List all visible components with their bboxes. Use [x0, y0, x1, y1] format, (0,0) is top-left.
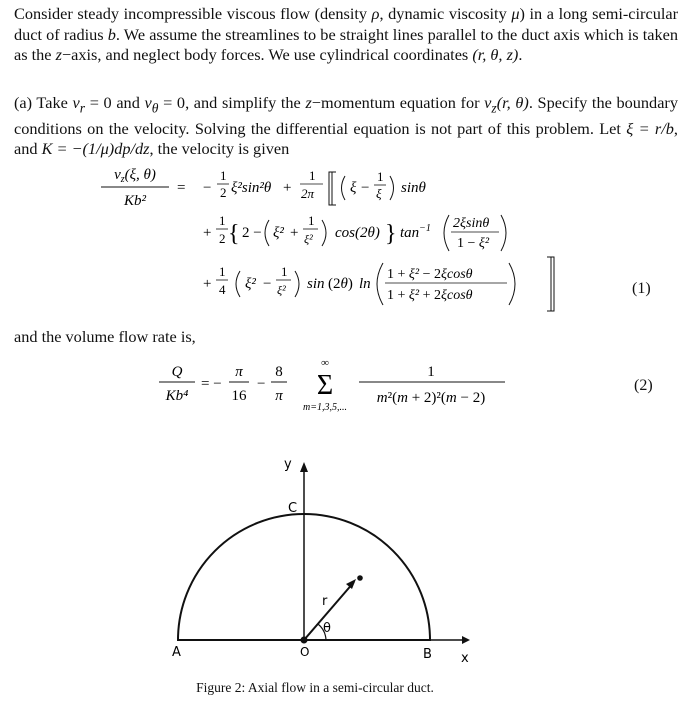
point-c-label: C: [288, 501, 298, 516]
y-axis-label: y: [284, 457, 292, 472]
svg-text:1: 1: [281, 264, 288, 279]
svg-text:ln: ln: [359, 276, 371, 292]
point-a-label: A: [172, 645, 181, 660]
semicircular-duct-figure: [150, 450, 490, 670]
svg-text:2 −: 2 −: [242, 225, 262, 241]
svg-text:m=1,3,5,...: m=1,3,5,...: [303, 402, 347, 413]
svg-text:ξ²: ξ²: [277, 283, 286, 297]
svg-text:vz(ξ, θ): $v_z(\xi$, θ): [114, 167, 156, 185]
theta-label: θ: [323, 621, 331, 636]
svg-text:−: −: [257, 376, 266, 392]
x-axis-arrowhead: [462, 636, 470, 644]
svg-text:1: 1: [219, 213, 226, 228]
svg-text:16: 16: [231, 388, 247, 404]
svg-text:ξ: ξ: [350, 180, 357, 196]
svg-text:4: 4: [219, 282, 226, 297]
svg-text:−: −: [361, 180, 370, 196]
x-axis-label: x: [461, 651, 469, 666]
radius-point: [357, 575, 363, 581]
svg-text:−: −: [203, 180, 212, 196]
svg-text:Σ: Σ: [316, 370, 334, 401]
y-axis-arrowhead: [300, 462, 308, 472]
svg-text:8: 8: [275, 364, 283, 380]
svg-text:(2θ): (2θ): [328, 276, 353, 292]
part-a-paragraph: (a) Take $v_r = 0$ and $v_\theta = 0$, and simplify the z−momentum equation for $v_z(r$, θ). Specify the boundary conditions on the velocity. Solving the differential equation is not part of this problem. Let ξ = r/b, and K = −(1/μ)dp/dz, the velocity is given: [14, 93, 678, 159]
svg-text:2ξsinθ: 2ξsinθ: [453, 216, 490, 231]
intro-paragraph: Consider steady incompressible viscous flow (density ρ, dynamic viscosity μ) in a long semi-circular duct of radius b. We assume the streamlines to be straight lines parallel to the duct axis which is taken as the z−axis, and neglect body forces. We use cylindrical coordinates (r, θ, z).: [14, 4, 679, 64]
equation-1-number: (1): [632, 280, 651, 297]
svg-text:+: +: [203, 225, 212, 241]
svg-text:cos(2θ): cos(2θ): [335, 225, 380, 241]
flow-rate-text: and the volume flow rate is,: [14, 327, 196, 346]
svg-text:1: 1: [377, 169, 384, 184]
svg-text:1: 1: [308, 213, 315, 228]
equation-2: [155, 358, 535, 425]
svg-text:+: +: [290, 225, 299, 241]
svg-text:Kb⁴: Kb⁴: [165, 388, 189, 404]
svg-text:1 − ξ²: 1 − ξ²: [457, 236, 490, 251]
svg-text:tan−1: $\tan^{-1}$: [400, 223, 431, 241]
origin-point: [301, 637, 308, 644]
svg-text:2π: 2π: [301, 186, 315, 201]
svg-text:sinθ: sinθ: [401, 180, 426, 196]
svg-text:2: 2: [219, 231, 226, 246]
svg-text:sin: sin: [307, 276, 325, 292]
equation-2-number: (2): [634, 377, 653, 394]
svg-text:=: =: [177, 180, 186, 196]
figure-caption: Figure 2: Axial flow in a semi-circular duct.: [196, 680, 434, 695]
radius-label: r: [322, 594, 328, 609]
svg-text:}: }: [385, 221, 397, 247]
svg-text:1 + ξ² − 2ξcosθ: 1 + ξ² − 2ξcosθ: [387, 267, 473, 282]
svg-text:{: {: [228, 221, 240, 247]
equation-1: [95, 165, 595, 330]
svg-text:π: π: [235, 364, 243, 380]
svg-text:+: +: [283, 180, 292, 196]
svg-text:m²(m + 2)²(m − 2): m²(m + 2)²(m − 2): [376, 390, 486, 406]
svg-text:Q: Q: [171, 364, 183, 380]
svg-text:1: 1: [427, 364, 435, 380]
svg-text:ξ²: ξ²: [273, 225, 284, 241]
point-b-label: B: [423, 647, 432, 662]
svg-text:−: −: [263, 276, 272, 292]
svg-text:ξ: ξ: [376, 186, 382, 201]
svg-text:ξ²sin²θ: ξ²sin²θ: [231, 180, 272, 196]
svg-text:= −: = −: [201, 376, 222, 392]
svg-text:1 + ξ² + 2ξcosθ: 1 + ξ² + 2ξcosθ: [387, 288, 473, 303]
svg-text:1: 1: [220, 168, 227, 183]
radius-arrowhead: [346, 579, 356, 589]
svg-text:1: 1: [219, 264, 226, 279]
svg-text:Kb²: Kb²: [123, 193, 147, 209]
svg-text:ξ²: ξ²: [304, 232, 313, 246]
svg-text:2: 2: [220, 185, 227, 200]
svg-text:ξ²: ξ²: [245, 276, 256, 292]
svg-text:π: π: [275, 388, 283, 404]
origin-label: O: [300, 645, 310, 659]
svg-text:+: +: [203, 276, 212, 292]
svg-text:1: 1: [309, 168, 316, 183]
svg-text:∞: ∞: [321, 357, 329, 369]
